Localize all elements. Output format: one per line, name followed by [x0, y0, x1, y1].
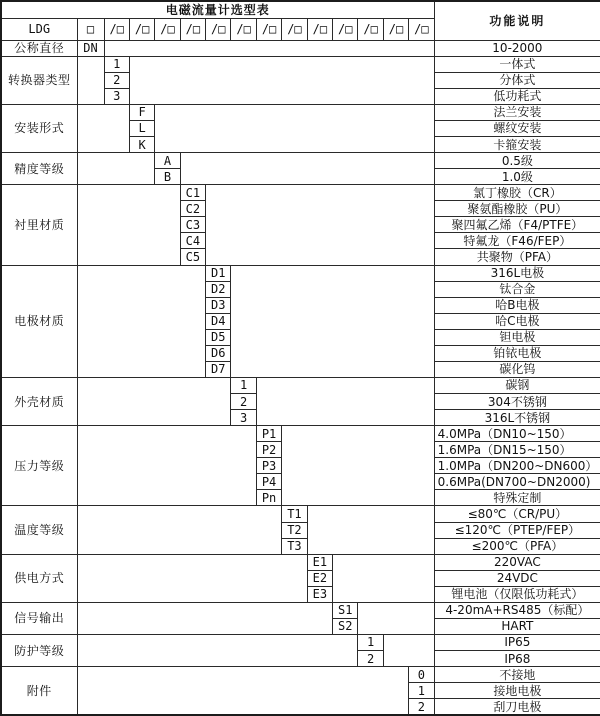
model-prefix: LDG	[1, 18, 77, 40]
function-column-header: 功能说明	[434, 1, 600, 40]
option-code: A	[155, 153, 180, 169]
option-code: S1	[333, 602, 358, 618]
model-slot: /□	[180, 18, 205, 40]
option-code: D5	[206, 329, 231, 345]
model-slot: /□	[231, 18, 256, 40]
option-desc: 哈B电极	[434, 297, 600, 313]
option-code: 3	[104, 88, 129, 104]
empty-span	[77, 377, 231, 425]
option-desc: 220VAC	[434, 554, 600, 570]
section-label: 衬里材质	[1, 185, 77, 265]
table-title: 电磁流量计选型表	[1, 1, 434, 18]
empty-span	[77, 104, 129, 152]
empty-span	[282, 426, 434, 506]
section-label: 转换器类型	[1, 56, 77, 104]
option-code: P1	[256, 426, 281, 442]
empty-span	[77, 506, 282, 554]
option-code: Pn	[256, 490, 281, 506]
empty-span	[206, 185, 435, 265]
empty-span	[231, 265, 434, 377]
option-desc: 0.5级	[434, 153, 600, 169]
option-code: P4	[256, 474, 281, 490]
option-desc: 分体式	[434, 72, 600, 88]
empty-span	[333, 554, 435, 602]
option-desc: 螺纹安装	[434, 120, 600, 136]
option-desc: 聚氨酯橡胶（PU）	[434, 201, 600, 217]
model-slot: /□	[206, 18, 231, 40]
section-label: 供电方式	[1, 554, 77, 602]
option-code: E1	[307, 554, 332, 570]
option-code: 2	[104, 72, 129, 88]
option-desc: 特殊定制	[434, 490, 600, 506]
option-desc: 0.6MPa(DN700~DN2000)	[434, 474, 600, 490]
empty-span	[77, 185, 180, 265]
model-slot: /□	[358, 18, 383, 40]
section-label: 压力等级	[1, 426, 77, 506]
option-code: C1	[180, 185, 205, 201]
option-desc: 不接地	[434, 667, 600, 683]
option-code: C3	[180, 217, 205, 233]
option-code: C5	[180, 249, 205, 265]
option-desc: 接地电极	[434, 683, 600, 699]
section-label: 安装形式	[1, 104, 77, 152]
option-code: 1	[358, 634, 383, 650]
empty-span	[77, 554, 307, 602]
option-code: L	[129, 120, 154, 136]
option-code: 3	[231, 410, 256, 426]
option-code: 2	[231, 394, 256, 410]
section-label: 公称直径	[1, 40, 77, 56]
empty-span	[358, 602, 434, 634]
option-desc: IP68	[434, 651, 600, 667]
option-desc: 10-2000	[434, 40, 600, 56]
option-code: D6	[206, 345, 231, 361]
option-desc: 钽电极	[434, 329, 600, 345]
model-slot: /□	[129, 18, 154, 40]
option-desc: 卡箍安装	[434, 137, 600, 153]
option-code: D7	[206, 361, 231, 377]
empty-span	[77, 153, 155, 185]
empty-span	[77, 56, 104, 104]
option-desc: 4.0MPa（DN10~150）	[434, 426, 600, 442]
section-label: 附件	[1, 667, 77, 715]
option-code: C4	[180, 233, 205, 249]
model-slot: /□	[409, 18, 434, 40]
option-desc: 刮刀电极	[434, 699, 600, 715]
option-desc: 316L不锈钢	[434, 410, 600, 426]
option-desc: 哈C电极	[434, 313, 600, 329]
option-desc: 低功耗式	[434, 88, 600, 104]
option-code: D3	[206, 297, 231, 313]
empty-span	[307, 506, 434, 554]
option-desc: 304不锈钢	[434, 394, 600, 410]
option-desc: 1.0级	[434, 169, 600, 185]
empty-span	[77, 634, 358, 666]
option-desc: 共聚物（PFA）	[434, 249, 600, 265]
model-slot: /□	[333, 18, 358, 40]
option-code: C2	[180, 201, 205, 217]
empty-span	[104, 40, 434, 56]
option-code: 1	[104, 56, 129, 72]
section-label: 防护等级	[1, 634, 77, 666]
option-desc: 法兰安装	[434, 104, 600, 120]
option-desc: 一体式	[434, 56, 600, 72]
model-slot: /□	[155, 18, 180, 40]
option-desc: 24VDC	[434, 570, 600, 586]
option-desc: 钛合金	[434, 281, 600, 297]
option-code: 2	[409, 699, 434, 715]
option-code: P2	[256, 442, 281, 458]
empty-span	[77, 602, 333, 634]
option-code: E2	[307, 570, 332, 586]
option-code: K	[129, 137, 154, 153]
option-desc: 氯丁橡胶（CR）	[434, 185, 600, 201]
model-slot: /□	[256, 18, 281, 40]
empty-span	[77, 426, 256, 506]
model-slot: /□	[282, 18, 307, 40]
option-code: 2	[358, 651, 383, 667]
option-code: T3	[282, 538, 307, 554]
empty-span	[155, 104, 434, 152]
empty-span	[77, 667, 409, 715]
option-code: S2	[333, 618, 358, 634]
option-code: P3	[256, 458, 281, 474]
option-desc: ≤120℃（PTEP/FEP）	[434, 522, 600, 538]
option-desc: ≤80℃（CR/PU）	[434, 506, 600, 522]
option-desc: 特氟龙（F46/FEP）	[434, 233, 600, 249]
option-code: F	[129, 104, 154, 120]
empty-span	[383, 634, 434, 666]
option-desc: 1.6MPa（DN15~150）	[434, 442, 600, 458]
section-label: 温度等级	[1, 506, 77, 554]
section-label: 电极材质	[1, 265, 77, 377]
model-slot: /□	[383, 18, 408, 40]
option-code: 1	[231, 377, 256, 393]
option-code: D1	[206, 265, 231, 281]
empty-span	[129, 56, 434, 104]
option-code: DN	[77, 40, 104, 56]
option-desc: 碳钢	[434, 377, 600, 393]
option-desc: 铂铱电极	[434, 345, 600, 361]
option-code: 1	[409, 683, 434, 699]
option-code: B	[155, 169, 180, 185]
section-label: 信号输出	[1, 602, 77, 634]
option-code: D2	[206, 281, 231, 297]
option-desc: ≤200℃（PFA）	[434, 538, 600, 554]
option-code: 0	[409, 667, 434, 683]
option-code: D4	[206, 313, 231, 329]
option-code: T2	[282, 522, 307, 538]
option-desc: 锂电池（仅限低功耗式）	[434, 586, 600, 602]
option-desc: 1.0MPa（DN200~DN600）	[434, 458, 600, 474]
empty-span	[77, 265, 206, 377]
model-slot: /□	[104, 18, 129, 40]
empty-span	[180, 153, 434, 185]
option-desc: 聚四氟乙烯（F4/PTFE）	[434, 217, 600, 233]
option-code: E3	[307, 586, 332, 602]
section-label: 精度等级	[1, 153, 77, 185]
option-desc: HART	[434, 618, 600, 634]
option-desc: 碳化钨	[434, 361, 600, 377]
model-first-slot: □	[77, 18, 104, 40]
model-slot: /□	[307, 18, 332, 40]
option-code: T1	[282, 506, 307, 522]
section-label: 外壳材质	[1, 377, 77, 425]
empty-span	[256, 377, 434, 425]
option-desc: IP65	[434, 634, 600, 650]
option-desc: 316L电极	[434, 265, 600, 281]
option-desc: 4-20mA+RS485（标配）	[434, 602, 600, 618]
